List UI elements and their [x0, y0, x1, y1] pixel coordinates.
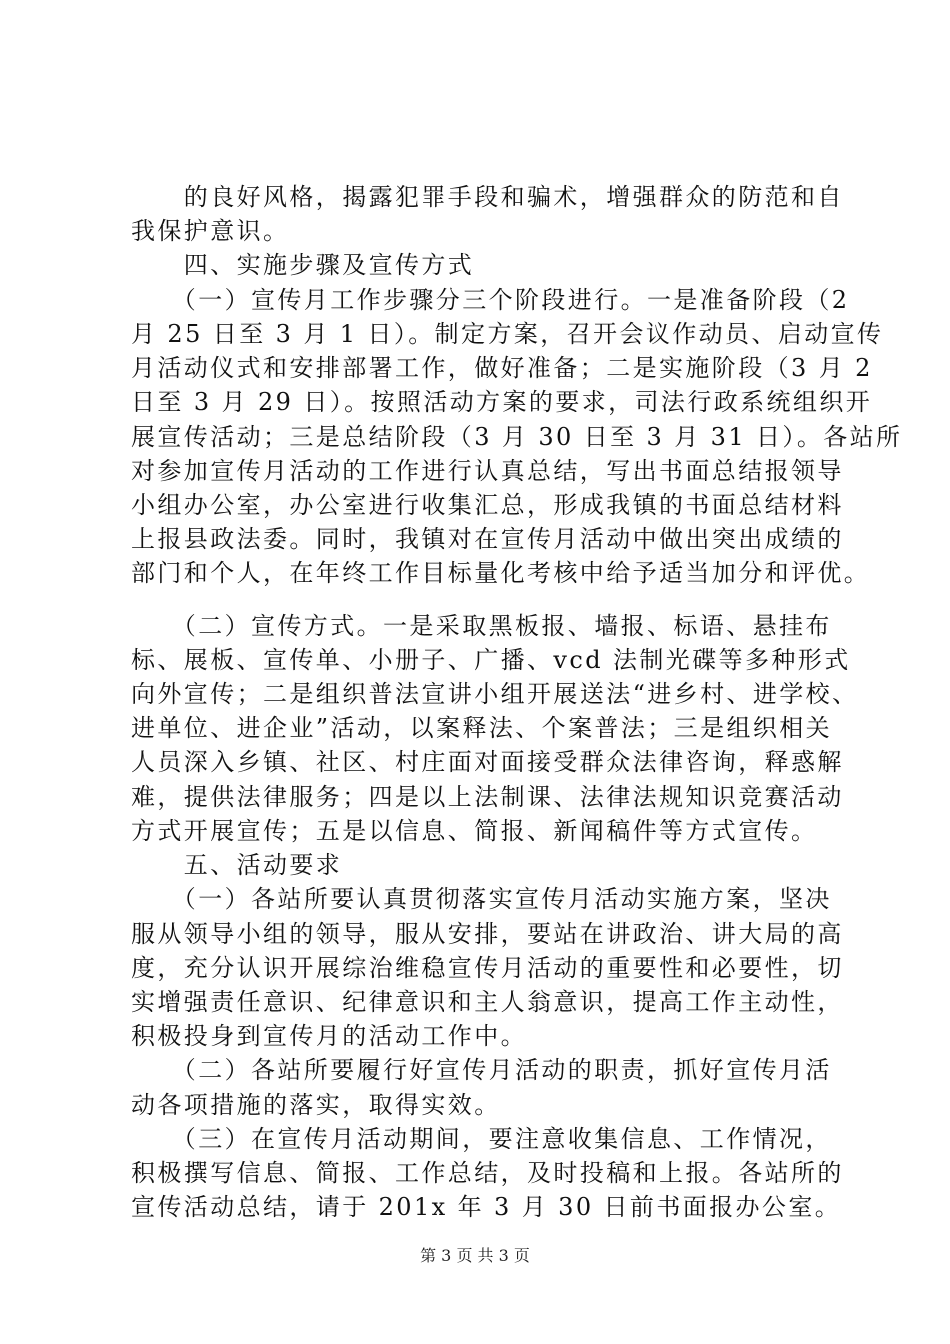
body-line: 度，充分认识开展综治维稳宣传月活动的重要性和必要性，切 — [131, 954, 844, 982]
body-line: 进单位、进企业”活动，以案释法、个案普法；三是组织相关 — [131, 714, 833, 742]
body-line: 月活动仪式和安排部署工作，做好准备；二是实施阶段（3 月 2 — [131, 354, 873, 382]
body-line: 展宣传活动；三是总结阶段（3 月 30 日至 3 月 31 日）。各站所 — [131, 423, 903, 451]
body-line: 服从领导小组的领导，服从安排，要站在讲政治、讲大局的高 — [131, 920, 844, 948]
page-footer: 第 3 页 共 3 页 — [420, 1246, 530, 1265]
body-line: 宣传活动总结，请于 201x 年 3 月 30 日前书面报办公室。 — [131, 1193, 842, 1221]
body-line: 积极撰写信息、简报、工作总结，及时投稿和上报。各站所的 — [131, 1159, 844, 1187]
body-line: （二）各站所要履行好宣传月活动的职责，抓好宣传月活 — [131, 1056, 832, 1084]
body-line: 人员深入乡镇、社区、村庄面对面接受群众法律咨询，释惑解 — [131, 748, 844, 776]
body-line: 小组办公室，办公室进行收集汇总，形成我镇的书面总结材料 — [131, 491, 844, 519]
body-line: 难，提供法律服务；四是以上法制课、法律法规知识竞赛活动 — [131, 783, 844, 811]
section-heading: 五、活动要求 — [131, 851, 343, 879]
body-line: （三）在宣传月活动期间，要注意收集信息、工作情况， — [131, 1125, 832, 1153]
body-line: 的良好风格，揭露犯罪手段和骗术，增强群众的防范和自 — [131, 183, 844, 211]
body-line: 方式开展宣传；五是以信息、简报、新闻稿件等方式宣传。 — [131, 817, 818, 845]
body-line: 日至 3 月 29 日）。按照活动方案的要求，司法行政系统组织开 — [131, 388, 873, 416]
body-line: 标、展板、宣传单、小册子、广播、vcd 法制光碟等多种形式 — [131, 646, 851, 674]
body-line: （二）宣传方式。一是采取黑板报、墙报、标语、悬挂布 — [131, 612, 832, 640]
body-line: 动各项措施的落实，取得实效。 — [131, 1091, 501, 1119]
body-line: 对参加宣传月活动的工作进行认真总结，写出书面总结报领导 — [131, 457, 844, 485]
body-line: 我保护意识。 — [131, 217, 290, 245]
body-line: 积极投身到宣传月的活动工作中。 — [131, 1022, 527, 1050]
body-line: 部门和个人，在年终工作目标量化考核中给予适当加分和评优。 — [131, 559, 871, 587]
body-line: （一）各站所要认真贯彻落实宣传月活动实施方案，坚决 — [131, 885, 832, 913]
body-line: 实增强责任意识、纪律意识和主人翁意识，提高工作主动性， — [131, 988, 844, 1016]
body-line: 上报县政法委。同时，我镇对在宣传月活动中做出突出成绩的 — [131, 525, 844, 553]
body-line: 月 25 日至 3 月 1 日）。制定方案，召开会议作动员、启动宣传 — [131, 320, 884, 348]
section-heading: 四、实施步骤及宣传方式 — [131, 251, 475, 279]
body-line: 向外宣传；二是组织普法宣讲小组开展送法“进乡村、进学校、 — [131, 680, 859, 708]
body-line: （一）宣传月工作步骤分三个阶段进行。一是准备阶段（2 — [131, 286, 850, 314]
